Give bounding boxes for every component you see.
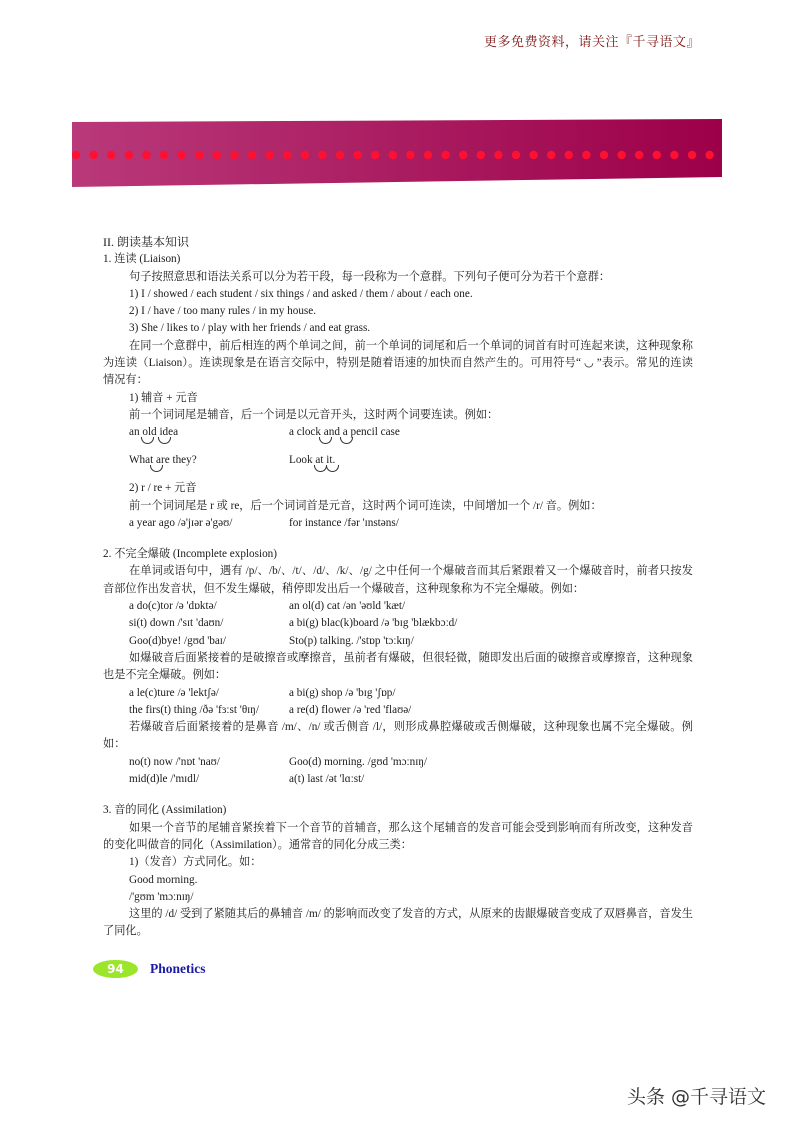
example-row: [103, 685, 693, 702]
banner-dot-icon: [494, 151, 502, 159]
banner-dot-icon: [406, 151, 414, 159]
banner-dot-icon: [582, 151, 590, 159]
banner-dot-icon: [248, 151, 256, 159]
linking-arc-icon: [319, 437, 332, 444]
linking-arc-icon: [141, 437, 154, 444]
decorative-banner: [72, 118, 722, 188]
liaison-example-1: 1) I / showed / each student / six things / and asked / them / about / each one.: [129, 287, 473, 300]
banner-graphic: [72, 118, 722, 188]
example-left: the firs(t) thing /ðə 'fɜːst 'θɪŋ/: [129, 703, 259, 716]
document-body: [103, 234, 693, 941]
linking-arc-icon: [314, 465, 327, 472]
banner-dot-icon: [142, 151, 150, 159]
page-footer: [93, 960, 206, 978]
example-right: for instance /fər 'ɪnstəns/: [289, 516, 399, 529]
footer-title: Phonetics: [150, 961, 206, 976]
banner-dot-icon: [653, 151, 661, 159]
liaison-intro: 句子按照意思和语法关系可以分为若干段，每一段称为一个意群。下列句子便可分为若干个意群：: [129, 270, 611, 283]
example-left: no(t) now /'nɒt 'naʊ/: [129, 755, 220, 768]
assimilation-para1: 如果一个音节的尾辅音紧挨着下一个音节的首辅音，那么这个尾辅音的发音可能会受到影响而有所改变，这种发音的变化叫做音的同化（Assimilation）。通常音的同化分成三类：: [103, 821, 693, 851]
banner-dot-icon: [565, 151, 573, 159]
section-title: II. 朗读基本知识: [103, 235, 189, 249]
liaison-explanation: 在同一个意群中，前后相连的两个单词之间，前一个单词的词尾和后一个单词的词首有时可连起来读，这种现象称为连读（Liaison）。连读现象是在语言交际中，特别是随着语速的加快而自然产生的。可用符号“ ◡ ”表示。常见的连读情况有：: [103, 339, 693, 387]
example-row: [103, 615, 693, 632]
promo-note: 更多免费资料，请关注『千寻语文』: [484, 35, 701, 50]
banner-dot-icon: [301, 151, 309, 159]
banner-dot-icon: [107, 151, 115, 159]
linking-example: an old idea: [129, 426, 179, 439]
banner-dot-icon: [389, 151, 397, 159]
liaison-case2-heading: 2) r / re + 元音: [129, 482, 197, 495]
banner-dot-icon: [213, 151, 221, 159]
liaison-case2-desc: 前一个词词尾是 r 或 re，后一个词词首是元音，这时两个词可连读，中间增加一个 /r/ 音。例如：: [129, 499, 602, 512]
banner-dot-icon: [477, 151, 485, 159]
liaison-example-3: 3) She / likes to / play with her friends / and eat grass.: [129, 322, 371, 335]
linking-arc-icon: [158, 437, 171, 444]
example-right: Goo(d) morning. /gʊd 'mɔːnɪŋ/: [289, 755, 427, 768]
banner-dot-icon: [336, 151, 344, 159]
example-left: a le(c)ture /ə 'lektʃə/: [129, 686, 219, 699]
banner-dot-icon: [265, 151, 273, 159]
linking-arc-icon: [326, 465, 339, 472]
banner-dot-icon: [688, 151, 696, 159]
assimilation-heading: 3. 音的同化 (Assimilation): [103, 804, 227, 817]
linking-example-row: [103, 424, 693, 452]
assimilation-ipa: /'gʊm 'mɔːnɪŋ/: [129, 890, 194, 903]
example-right: a bi(g) blac(k)board /ə 'bɪg 'blækbɔːd/: [289, 617, 458, 630]
banner-dot-icon: [670, 151, 678, 159]
banner-dot-icon: [89, 151, 97, 159]
example-row: [103, 633, 693, 650]
liaison-example-2: 2) I / have / too many rules / in my house.: [129, 305, 317, 318]
example-right: a(t) last /ət 'lɑːst/: [289, 773, 365, 786]
banner-dot-icon: [512, 151, 520, 159]
linking-arc-icon: [340, 437, 353, 444]
banner-dot-icon: [459, 151, 467, 159]
example-row: [103, 515, 693, 532]
banner-dot-icon: [177, 151, 185, 159]
watermark: 头条 @千寻语文: [627, 1086, 767, 1108]
example-right: Sto(p) talking. /'stɒp 'tɔːkɪŋ/: [289, 634, 414, 647]
banner-dot-icon: [371, 151, 379, 159]
banner-dot-icon: [441, 151, 449, 159]
liaison-case1-desc: 前一个词词尾是辅音，后一个词是以元音开头，这时两个词要连读。例如：: [129, 408, 499, 421]
banner-dot-icon: [230, 151, 238, 159]
linking-arc-icon: [150, 465, 163, 472]
incomplete-explosion-para2: 如爆破音后面紧接着的是破擦音或摩擦音，虽前者有爆破，但很轻微，随即发出后面的破擦音或摩擦音，这种现象也是不完全爆破。例如：: [103, 651, 693, 682]
banner-dot-icon: [424, 151, 432, 159]
incomplete-explosion-para3: 若爆破音后面紧接着的是鼻音 /m/、/n/ 或舌侧音 /l/，则形成鼻腔爆破或舌侧爆破，这种现象也属不完全爆破。例如：: [103, 721, 693, 751]
example-left: mid(d)le /'mɪdl/: [129, 773, 200, 786]
example-row: [103, 598, 693, 615]
example-left: a year ago /ə'jɪər ə'gəʊ/: [129, 516, 233, 529]
example-right: a re(d) flower /ə 'red 'flaʊə/: [289, 703, 412, 716]
banner-dot-icon: [635, 151, 643, 159]
linking-example: Look at it.: [289, 454, 336, 467]
linking-example: What are they?: [129, 454, 197, 467]
banner-dot-icon: [600, 151, 608, 159]
example-row: [103, 771, 693, 788]
linking-example-row: [103, 452, 693, 480]
liaison-case1-heading: 1) 辅音 + 元音: [129, 391, 198, 404]
banner-dot-icon: [125, 151, 133, 159]
linking-example: a clock and a pencil case: [289, 426, 400, 439]
banner-dot-icon: [353, 151, 361, 159]
example-right: a bi(g) shop /ə 'bɪg 'ʃɒp/: [289, 686, 396, 699]
assimilation-example: Good morning.: [129, 873, 198, 886]
example-left: a do(c)tor /ə 'dɒktə/: [129, 600, 217, 613]
banner-dot-icon: [160, 151, 168, 159]
assimilation-case1-heading: 1)（发音）方式同化。如：: [129, 856, 262, 869]
example-left: si(t) down /'sɪt 'daʊn/: [129, 617, 224, 630]
example-right: an ol(d) cat /ən 'əʊld 'kæt/: [289, 600, 406, 613]
page-number-badge: 94: [93, 960, 138, 978]
banner-dot-icon: [529, 151, 537, 159]
banner-dot-icon: [195, 151, 203, 159]
incomplete-explosion-heading: 2. 不完全爆破 (Incomplete explosion): [103, 548, 277, 561]
incomplete-explosion-para1: 在单词或语句中，遇有 /p/、/b/、/t/、/d/、/k/、/g/ 之中任何一个爆破音而其后紧跟着又一个爆破音时，前者只按发音部位作出发音状，但不发生爆破，稍停即发出后一个爆破音，这种现象称为不完全爆破。例如：: [103, 565, 693, 595]
banner-dot-icon: [318, 151, 326, 159]
example-left: Goo(d)bye! /gʊd 'baɪ/: [129, 634, 227, 647]
liaison-heading: 1. 连读 (Liaison): [103, 253, 181, 266]
assimilation-para2: 这里的 /d/ 受到了紧随其后的鼻辅音 /m/ 的影响而改变了发音的方式，从原来的齿龈爆破音变成了双唇鼻音，音发生了同化。: [103, 908, 693, 938]
banner-dot-icon: [705, 151, 713, 159]
example-row: [103, 702, 693, 719]
banner-dot-icon: [283, 151, 291, 159]
banner-dot-icon: [547, 151, 555, 159]
example-row: [103, 754, 693, 771]
banner-dot-icon: [72, 151, 80, 159]
banner-dot-icon: [617, 151, 625, 159]
